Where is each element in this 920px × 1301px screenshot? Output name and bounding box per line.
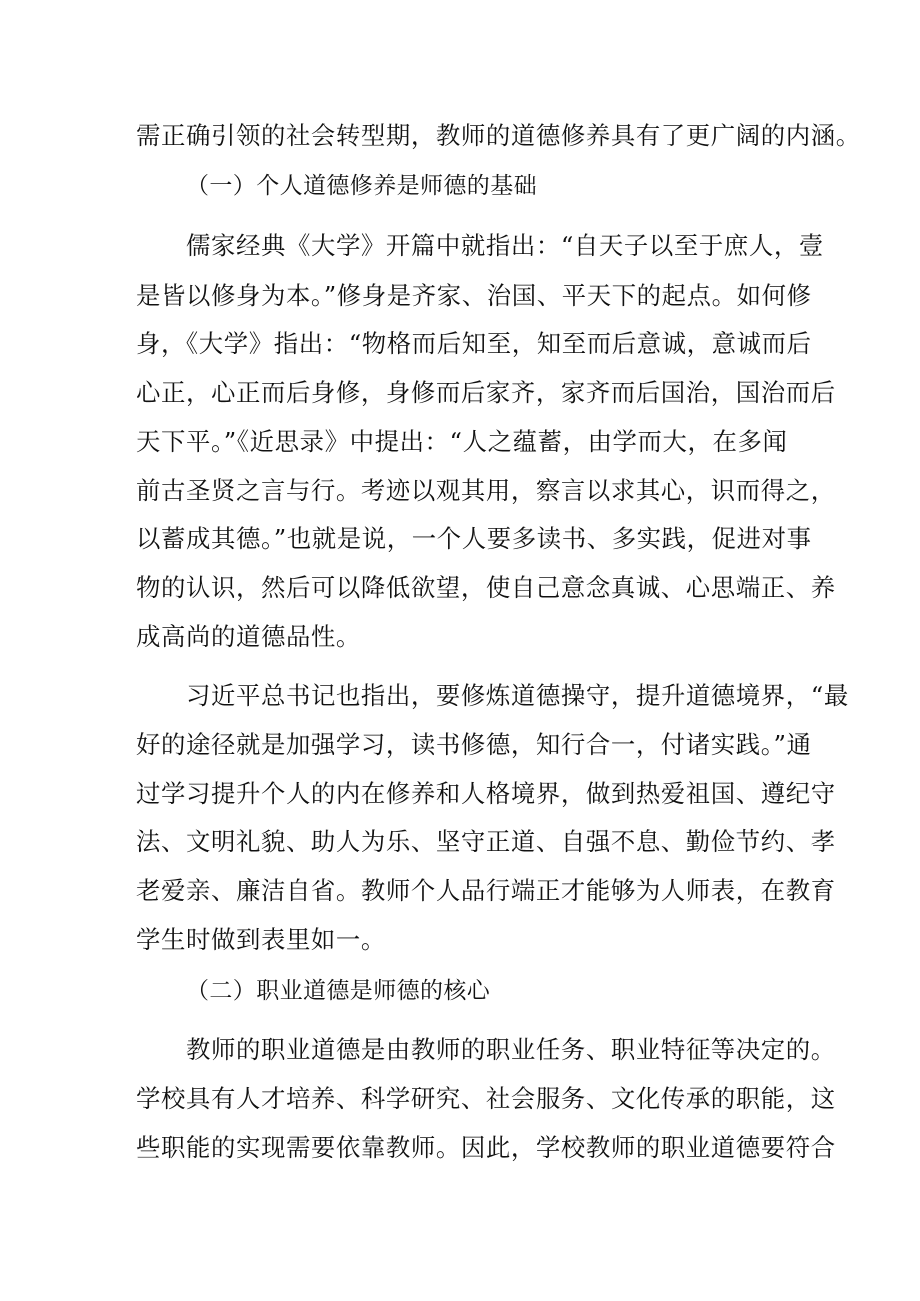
section-heading-2: （二）职业道德是师德的核心 bbox=[186, 978, 491, 1004]
paragraph-line: 需正确引领的社会转型期，教师的道德修养具有了更广阔的内涵。 bbox=[136, 121, 861, 150]
paragraph-line: 是皆以修身为本。”修身是齐家、治国、平天下的起点。如何修 bbox=[136, 281, 812, 310]
paragraph-line: 心正，心正而后身修，身修而后家齐，家齐而后国治，国治而后 bbox=[136, 378, 836, 407]
paragraph-line: 教师的职业道德是由教师的职业任务、职业特征等决定的。 bbox=[186, 1035, 836, 1064]
paragraph-line: 过学习提升个人的内在修养和人格境界，做到热爱祖国、遵纪守 bbox=[136, 779, 836, 808]
paragraph-line: 以蓄成其德。”也就是说，一个人要多读书、多实践，促进对事 bbox=[136, 524, 812, 553]
paragraph-line: 老爱亲、廉洁自省。教师个人品行端正才能够为人师表，在教育 bbox=[136, 876, 836, 905]
paragraph-line: 天下平。”《近思录》中提出：“人之蕴蓄，由学而大，在多闻 bbox=[136, 427, 788, 456]
paragraph-line: 法、文明礼貌、助人为乐、坚守正道、自强不息、勤俭节约、孝 bbox=[136, 827, 836, 856]
paragraph-line: 儒家经典《大学》开篇中就指出：“自天子以至于庶人，壹 bbox=[186, 231, 824, 260]
paragraph-line: 前古圣贤之言与行。考迹以观其用，察言以求其心，识而得之， bbox=[136, 476, 836, 505]
paragraph-line: 习近平总书记也指出，要修炼道德操守，提升道德境界，“最 bbox=[186, 681, 849, 710]
paragraph-line: 物的认识，然后可以降低欲望，使自己意念真诚、心思端正、养 bbox=[136, 573, 836, 602]
section-heading-1: （一）个人道德修养是师德的基础 bbox=[186, 173, 537, 199]
paragraph-line: 些职能的实现需要依靠教师。因此，学校教师的职业道德要符合 bbox=[136, 1133, 836, 1162]
paragraph-line: 身，《大学》指出：“物格而后知至，知至而后意诚，意诚而后 bbox=[136, 329, 812, 358]
paragraph-line: 学校具有人才培养、科学研究、社会服务、文化传承的职能，这 bbox=[136, 1084, 836, 1113]
paragraph-line: 好的途径就是加强学习，读书修德，知行合一，付诸实践。”通 bbox=[136, 730, 812, 759]
paragraph-line: 成高尚的道德品性。 bbox=[136, 622, 361, 651]
paragraph-line: 学生时做到表里如一。 bbox=[136, 925, 386, 954]
